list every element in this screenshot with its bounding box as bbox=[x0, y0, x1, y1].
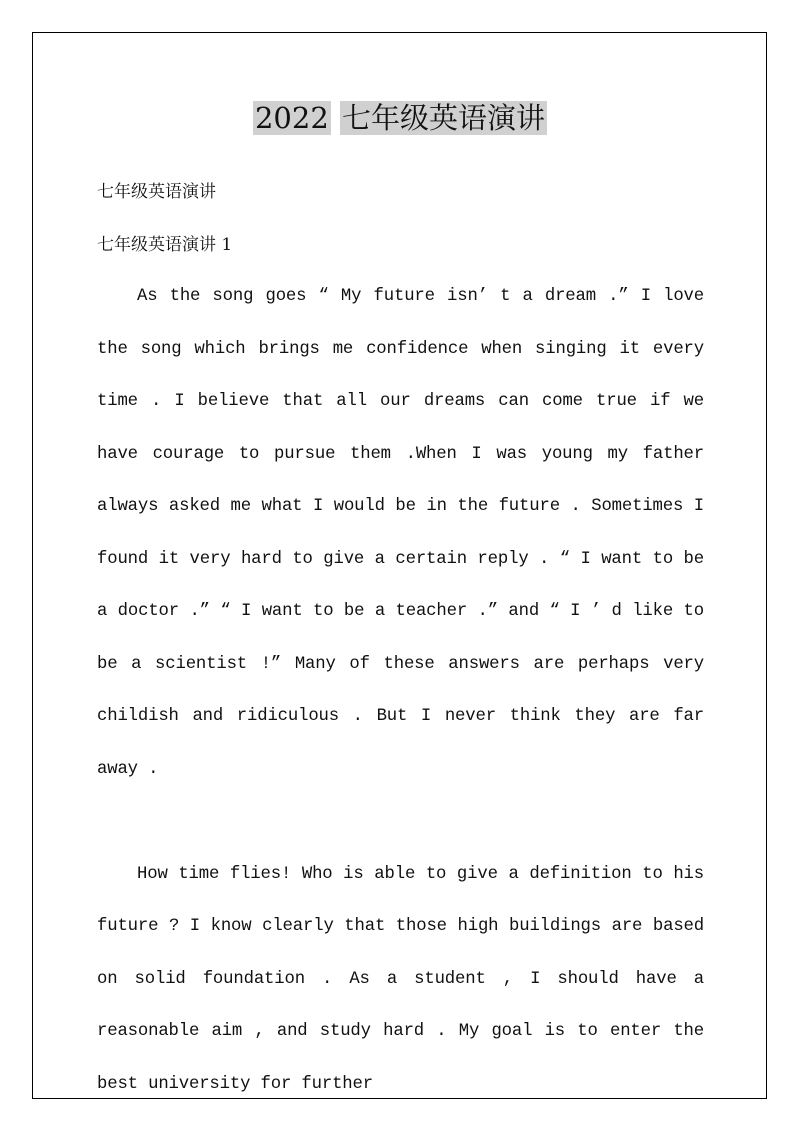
subtitle: 七年级英语演讲 bbox=[97, 182, 216, 202]
paragraph-1: As the song goes “ My future isn’ t a dream .” I love the song which brings me confidence when singing it every time . I believe that all our dreams can come true if we have courage to pursue them .When I was young my father always asked me what I would be in the future . Sometimes I found it very hard to give a certain reply . “ I want to be a doctor .” “ I want to be a teacher .” and “ I ’ d like to be a scientist !” Many of these answers are perhaps very childish and ridiculous . But I never think they are far away . bbox=[97, 287, 704, 779]
title-text: 七年级英语演讲 bbox=[342, 101, 546, 135]
paragraph-spacer bbox=[97, 796, 704, 849]
title-year: 2022 bbox=[254, 101, 329, 135]
paragraph-2: How time flies! Who is able to give a definition to his future ? I know clearly that those high buildings are based on solid foundation . As a student , I should have a reasonable aim , and study hard . My goal is to enter the best university for further bbox=[97, 864, 704, 1094]
document-title bbox=[0, 96, 800, 140]
section-heading: 七年级英语演讲 1 bbox=[97, 234, 233, 255]
document-body bbox=[97, 166, 704, 1111]
